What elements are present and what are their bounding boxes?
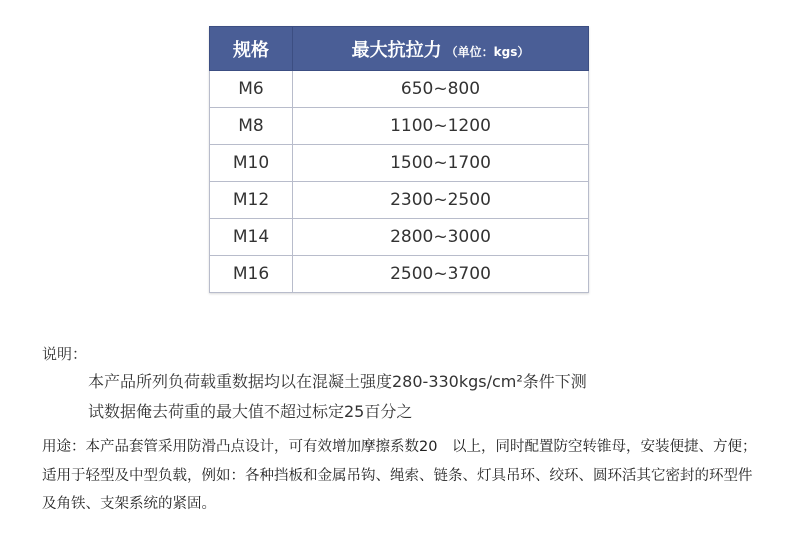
row-value: 2500~3700 [293,256,589,293]
table-row [210,182,589,219]
table-row [210,71,589,108]
header-tension [293,27,589,71]
header-tension-label: 最大抗拉力 [351,39,442,61]
note-line-1: 本产品所列负荷载重数据均以在混凝土强度280-330kgs/cm²条件下测 [88,372,587,391]
row-size: M16 [210,256,293,293]
row-value: 1500~1700 [293,145,589,182]
notes-heading: 说明： [42,345,88,363]
row-size: M10 [210,145,293,182]
note-line-2: 试数据俺去荷重的最大值不超过标定25百分之 [88,402,413,421]
row-value: 650~800 [293,71,589,108]
row-value: 2300~2500 [293,182,589,219]
table-row [210,219,589,256]
row-size: M12 [210,182,293,219]
header-unit: （单位：kgs） [445,44,530,59]
usage-paragraph: 用途：本产品套管采用防滑凸点设计，可有效增加摩擦系数20 以上，同时配置防空转锥母，安装便捷、方便；适用于轻型及中型负载，例如：各种挡板和金属吊钩、绳索、链条、灯具吊环、绞环、圆环活其它密封的环型件及角铁、支架系统的紧固。 [42,439,757,512]
row-size: M14 [210,219,293,256]
row-size: M8 [210,108,293,145]
row-value: 1100~1200 [293,108,589,145]
table-row [210,145,589,182]
table-row [210,256,589,293]
table-header-row [210,27,589,71]
header-size: 规格 [210,27,293,71]
row-value: 2800~3000 [293,219,589,256]
table-row [210,108,589,145]
row-size: M6 [210,71,293,108]
spec-table [209,26,589,293]
